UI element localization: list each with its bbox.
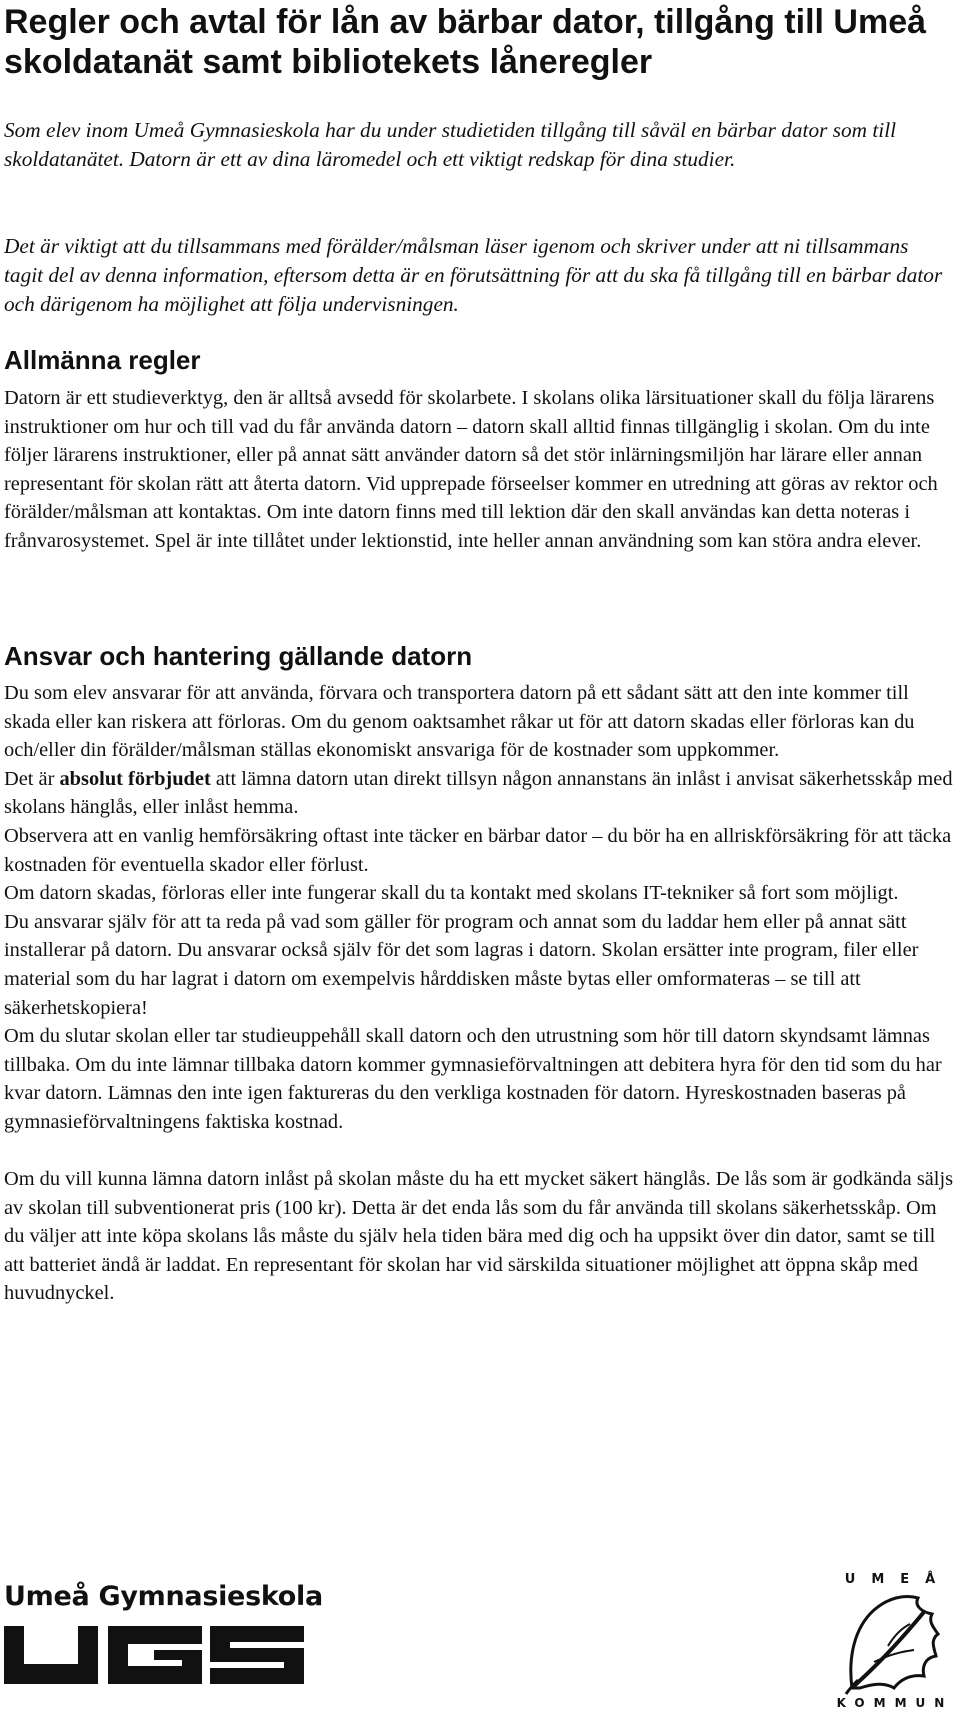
school-logo-block — [4, 1580, 324, 1700]
umea-kommun-logo — [830, 1572, 954, 1712]
intro-paragraph-1: Som elev inom Umeå Gymnasieskola har du under studietiden tillgång till såväl en bärbar dator som till skoldatanätet. Datorn är ett av dina läromedel och ett viktigt redskap för dina studier. — [4, 118, 897, 171]
responsibility-paragraph-4: Om datorn skadas, förloras eller inte fungerar skall du ta kontakt med skolans IT-tekniker så fort som möjligt. — [4, 882, 899, 905]
birch-leaf-icon — [844, 1588, 940, 1696]
kommun-logo-bottom-text: KOMMUN — [836, 1696, 954, 1710]
responsibility-paragraph-7: Om du vill kunna lämna datorn inlåst på skolan måste du ha ett mycket säkert hänglås. De lås som är godkända säljs av skolan till subventionerat pris (100 kr). Detta är det enda lås som du får använda till skolans säkerhetsskåp. Om du väljer att inte köpa skolans lås måste du själv hela tiden bära med dig och ha uppsikt över din dator, samt se till att batteriet ändå är laddat. En representant för skolan har vid särskilda situationer möjlighet att öppna skåp med huvudnyckel. — [4, 1168, 954, 1305]
document-title: Regler och avtal för lån av bärbar dator, tillgång till Umeå skoldatanät samt bibliotekets låneregler — [4, 3, 927, 81]
responsibility-paragraph-6: Om du slutar skolan eller tar studieuppehåll skall datorn och den utrustning som hör till datorn skyndsamt lämnas tillbaka. Om du inte lämnar tillbaka datorn kommer gymnasieförvaltningen att debitera hyra för den tid som du har kvar datorn. Lämnas den inte igen faktureras du den verkliga kostnaden för datorn. Hyreskostnaden baseras på gymnasieförvaltningens faktiska kostnad. — [4, 1025, 942, 1133]
p2-before: Det är — [4, 767, 60, 790]
general-rules-text: Datorn är ett studieverktyg, den är alltså avsedd för skolarbete. I skolans olika lärsituationer skall du följa lärarens instruktioner om hur och till vad du får använda datorn – datorn skall alltid finnas tillgänglig i skolan. Om du inte följer lärarens instruktioner, eller på annat sätt använder datorn så det stör inlärningsmiljön har lärare eller annan representant för skolan rätt att återta datorn. Vid upprepade förseelser kommer en utredning att göras av rektor och förälder/målsman att kontaktas. Om inte datorn finns med till lektion där den skall användas kan detta noteras i frånvarosystemet. Spel är inte tillåtet under lektionstid, inte heller annan användning som kan störa andra elever. — [4, 387, 938, 552]
responsibility-section — [4, 679, 954, 1308]
responsibility-heading: Ansvar och hantering gällande datorn — [4, 641, 473, 671]
ugs-logo — [4, 1626, 304, 1686]
responsibility-paragraph-2 — [4, 765, 954, 822]
kommun-logo-top-text: UMEÅ — [844, 1572, 952, 1587]
school-name: Umeå Gymnasieskola — [4, 1581, 323, 1612]
forbidden-emphasis: absolut förbjudet — [59, 767, 211, 790]
responsibility-paragraph-1: Du som elev ansvarar för att använda, förvara och transportera datorn på ett sådant sätt att den inte kommer till skada eller kan riskera att förloras. Om du genom oaktsamhet råkar ut för att datorn skadas eller förloras kan du och/eller din förälder/målsman ställas ekonomiskt ansvariga för de kostnader som uppkommer. — [4, 682, 915, 762]
general-rules-heading: Allmänna regler — [4, 345, 201, 375]
responsibility-paragraph-3: Observera att en vanlig hemförsäkring oftast inte täcker en bärbar dator – du bör ha en allriskförsäkring för att täcka kostnaden för eventuella skador eller förlust. — [4, 824, 952, 876]
responsibility-paragraph-5: Du ansvarar själv för att ta reda på vad som gäller för program och annat som du laddar hem eller på annat sätt installerar på datorn. Du ansvarar också själv för det som lagras i datorn. Skolan ersätter inte program, filer eller material som du har lagrat i datorn om exempelvis hårddisken måste bytas eller omformateras – se till att säkerhetskopiera! — [4, 910, 919, 1019]
p2-after: att lämna datorn utan direkt tillsyn någon annanstans än inlåst i anvisat säkerhetsskåp med skolans hänglås, eller inlåst hemma. — [4, 767, 953, 819]
intro-paragraph-2: Det är viktigt att du tillsammans med förälder/målsman läser igenom och skriver under att ni tillsammans tagit del av denna information, eftersom detta är en förutsättning för att du ska få tillgång till en bärbar dator och därigenom ha möjlighet att följa undervisningen. — [4, 234, 943, 316]
general-rules-section — [4, 384, 954, 556]
